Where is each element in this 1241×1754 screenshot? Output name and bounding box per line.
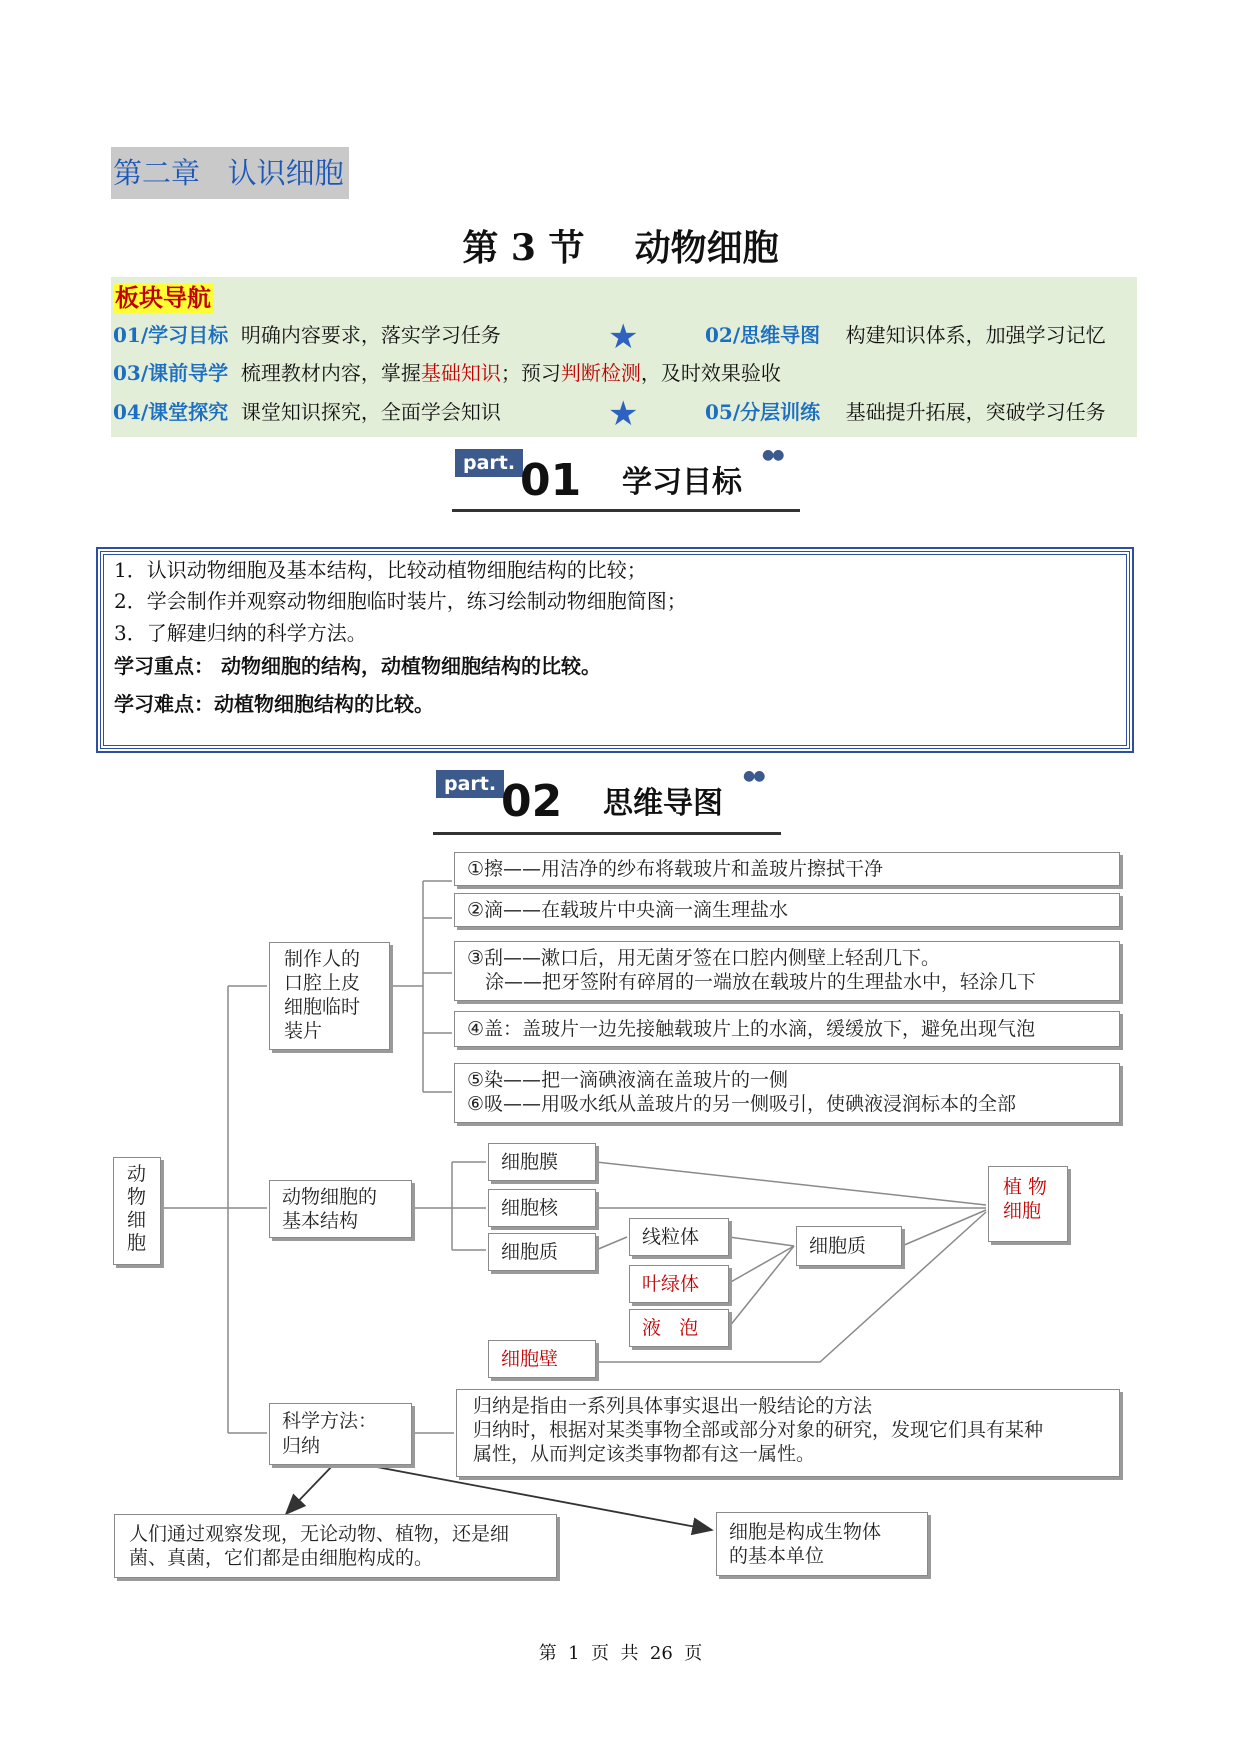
method-line: 科学方法：: [282, 1410, 378, 1432]
structure-box: [269, 1180, 412, 1238]
nav-text: 明确内容要求，落实学习任务: [240, 323, 501, 347]
root-char: 细: [127, 1209, 147, 1231]
star-icon: ★: [608, 317, 639, 357]
step-stain: [454, 1063, 1120, 1123]
induction-line: 归纳是指由一系列具体事实退出一般结论的方法: [473, 1395, 873, 1417]
plant-cell-box: [988, 1166, 1068, 1242]
page-footer: 第 1 页 共 26 页: [538, 1643, 703, 1664]
chloro-box: [629, 1265, 729, 1303]
nav-text: 梳理教材内容，掌握: [240, 361, 421, 385]
conclusion-box: [716, 1512, 928, 1576]
plant-line: 细胞: [1003, 1200, 1042, 1222]
induction-box: [456, 1389, 1120, 1477]
induction-line: 属性，从而判定该类事物都有这一属性。: [473, 1443, 816, 1465]
nav-label: 02/思维导图: [705, 323, 821, 347]
cytoplasm2-label: 细胞质: [809, 1235, 867, 1257]
induction-line: 归纳时，根据对某类事物全部或部分对象的研究，发现它们具有某种: [473, 1419, 1044, 1441]
method-box: [269, 1403, 412, 1465]
goal-item: 1．认识动物细胞及基本结构，比较动植物细胞结构的比较；: [114, 558, 647, 582]
nav-text: 课堂知识探究，全面学会知识: [240, 400, 501, 424]
observation-line: 菌、真菌，它们都是由细胞构成的。: [129, 1547, 434, 1569]
structure-line: 动物细胞的: [282, 1186, 378, 1208]
prep-line: 装片: [284, 1020, 323, 1042]
observation-box: [114, 1514, 557, 1578]
method-line: 归纳: [282, 1435, 321, 1457]
conclusion-line: 的基本单位: [729, 1545, 825, 1567]
prep-box: [269, 942, 390, 1050]
wall-label: 细胞壁: [501, 1348, 559, 1370]
part-number: 01: [520, 455, 582, 506]
prep-line: 细胞临时: [284, 996, 361, 1018]
step-line: ⑤染——把一滴碘液滴在盖玻片的一侧: [467, 1069, 789, 1091]
nav-text: 基础提升拓展，突破学习任务: [845, 400, 1106, 424]
membrane-label: 细胞膜: [501, 1151, 559, 1173]
vacuole-label: 液 泡: [642, 1317, 699, 1339]
cytoplasm-box: [488, 1233, 596, 1271]
step-line: ⑥吸——用吸水纸从盖玻片的另一侧吸引，使碘液浸润标本的全部: [467, 1093, 1017, 1115]
cytoplasm2-box: [796, 1226, 902, 1266]
step-scrape: [454, 941, 1120, 1001]
dots-icon: ●●: [762, 447, 783, 463]
vacuole-box: [629, 1309, 729, 1347]
membrane-box: [488, 1143, 596, 1181]
key-point: 学习重点： 动物细胞的结构，动植物细胞结构的比较。: [114, 654, 601, 678]
wall-box: [488, 1340, 596, 1378]
nav-label: 05/分层训练: [705, 400, 821, 424]
step-line: 涂——把牙签附有碎屑的一端放在载玻片的生理盐水中，轻涂几下: [485, 971, 1037, 993]
star-icon: ★: [608, 394, 639, 434]
prep-line: 口腔上皮: [284, 972, 361, 994]
step-cover: [454, 1011, 1120, 1047]
nav-red-text: 基础知识: [420, 361, 501, 385]
nav-red-text: 判断检测: [560, 361, 641, 385]
part-name: 学习目标: [622, 465, 742, 500]
part-number: 02: [501, 776, 563, 827]
root-char: 动: [127, 1163, 147, 1185]
chapter-heading: 第二章 认识细胞: [111, 147, 349, 199]
observation-line: 人们通过观察发现，无论动物、植物，还是细: [129, 1523, 510, 1545]
step-line: ③刮——漱口后，用无菌牙签在口腔内侧壁上轻刮几下。: [467, 947, 941, 969]
nav-label: 04/课堂探究: [113, 400, 229, 424]
goal-item: 2．学会制作并观察动物细胞临时装片，练习绘制动物细胞简图；: [114, 589, 687, 613]
step-wipe: [454, 852, 1120, 886]
nav-text: ，及时效果验收: [640, 361, 781, 385]
dots-icon: ●●: [743, 768, 764, 784]
goal-item: 3．了解建归纳的科学方法。: [114, 621, 367, 645]
difficulty-point: 学习难点：动植物细胞结构的比较。: [114, 692, 434, 716]
prep-line: 制作人的: [284, 948, 361, 970]
nav-label: 03/课前导学: [113, 361, 229, 385]
nav-text: 构建知识体系，加强学习记忆: [845, 323, 1106, 347]
nav-text: ；预习: [500, 361, 561, 385]
root-char: 胞: [127, 1232, 147, 1254]
plant-line: 植 物: [1003, 1176, 1048, 1198]
part-tag: part.: [455, 449, 523, 477]
root-animal-cell: [113, 1157, 161, 1265]
conclusion-line: 细胞是构成生物体: [729, 1521, 882, 1543]
structure-line: 基本结构: [282, 1210, 359, 1232]
nav-heading: 板块导航: [115, 284, 211, 312]
page-title: 第 3 节 动物细胞: [462, 227, 779, 269]
nucleus-box: [488, 1189, 596, 1227]
mito-box: [629, 1218, 729, 1256]
step-line: ①擦——用洁净的纱布将载玻片和盖玻片擦拭干净: [467, 858, 884, 880]
nav-label: 01/学习目标: [113, 323, 229, 347]
step-drop: [454, 893, 1120, 927]
step-line: ②滴——在载玻片中央滴一滴生理盐水: [467, 899, 789, 921]
part-name: 思维导图: [603, 786, 723, 821]
nucleus-label: 细胞核: [501, 1197, 559, 1219]
root-char: 物: [127, 1186, 147, 1208]
step-line: ④盖：盖玻片一边先接触载玻片上的水滴，缓缓放下，避免出现气泡: [467, 1018, 1036, 1040]
chloro-label: 叶绿体: [642, 1273, 700, 1295]
part-tag: part.: [436, 770, 504, 798]
cytoplasm-label: 细胞质: [501, 1241, 559, 1263]
mito-label: 线粒体: [642, 1226, 700, 1248]
